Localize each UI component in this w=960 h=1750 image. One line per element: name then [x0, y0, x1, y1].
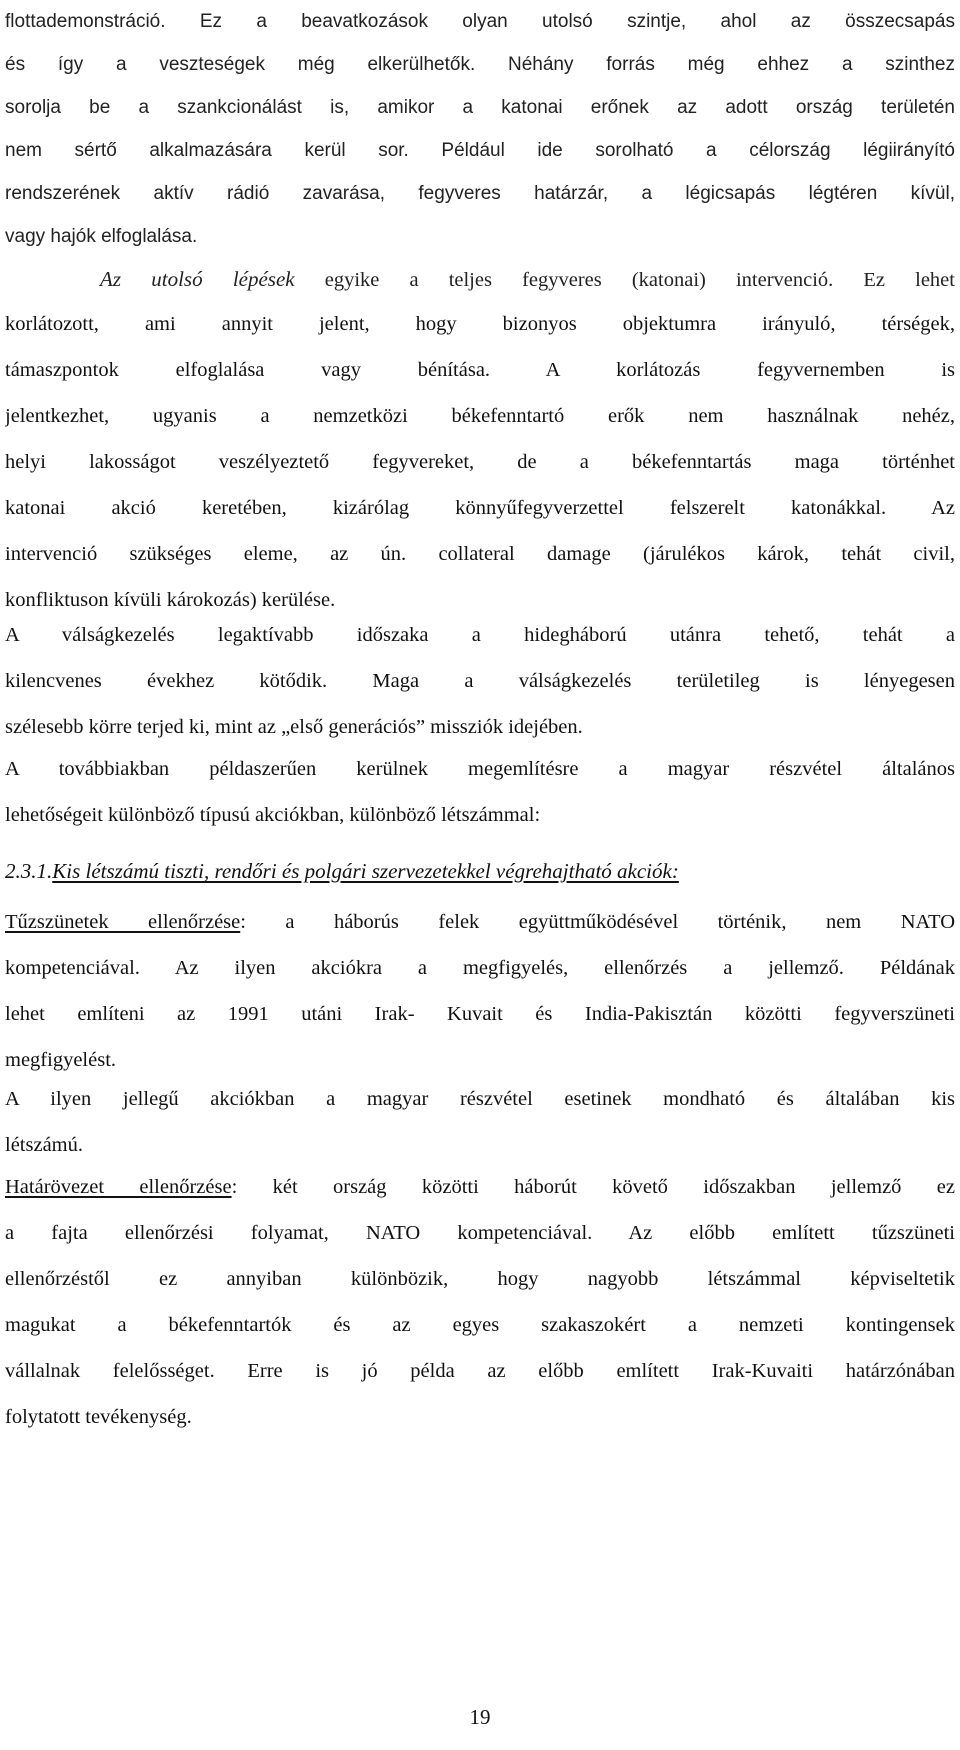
paragraph-crisis-management: [5, 612, 955, 750]
text-line: sorolja be a szankcionálást is, amikor a katonai erőnek az adott ország területén: [5, 97, 955, 118]
text-line: konfliktuson kívüli károkozás) kerülése.: [5, 589, 336, 611]
text-line: intervenció szükséges eleme, az ún. collateral damage (járulékos károk, tehát civil,: [5, 543, 955, 565]
text-line: kompetenciával. Az ilyen akciókra a megfigyelés, ellenőrzés a jellemző. Példának: [5, 957, 955, 979]
text-line: ellenőrzéstől ez annyiban különbözik, hogy nagyobb létszámmal képviseltetik: [5, 1268, 955, 1290]
text-span: : a háborús felek együttműködésével történik, nem NATO: [240, 911, 955, 933]
text-line: a fajta ellenőrzési folyamat, NATO kompetenciával. Az előbb említett tűzszüneti: [5, 1222, 955, 1244]
text-span: : két ország közötti háborút követő időszakban jellemző ez: [231, 1176, 955, 1198]
text-line: magukat a békefenntartók és az egyes szakaszokért a nemzeti kontingensek: [5, 1314, 955, 1336]
text-line: [5, 899, 955, 945]
text-line: lehet említeni az 1991 utáni Irak- Kuvait és India-Pakisztán közötti fegyverszüneti: [5, 1003, 955, 1025]
text-span: egyike a teljes fegyveres (katonai) intervenció. Ez lehet: [294, 269, 955, 291]
text-line: létszámú.: [5, 1134, 83, 1156]
text-line: támaszpontok elfoglalása vagy bénítása. A korlátozás fegyvernemben is: [5, 359, 955, 381]
text-line: nem sértő alkalmazására kerül sor. Például ide sorolható a célország légiirányító: [5, 140, 955, 161]
text-line: A továbbiakban példaszerűen kerülnek megemlítésre a magyar részvétel általános: [5, 758, 955, 780]
text-line: korlátozott, ami annyit jelent, hogy bizonyos objektumra irányuló, térségek,: [5, 313, 955, 335]
section-title: Kis létszámú tiszti, rendőri és polgári szervezetekkel végrehajtható akciók:: [52, 859, 679, 883]
text-line: megfigyelést.: [5, 1049, 117, 1071]
paragraph-participation-size: [5, 1076, 955, 1168]
text-line: A válságkezelés legaktívabb időszaka a hidegháború utánra tehető, tehát a: [5, 624, 955, 646]
text-line: helyi lakosságot veszélyeztető fegyvereket, de a békefenntartás maga történhet: [5, 451, 955, 473]
text-line: A ilyen jellegű akciókban a magyar részvétel esetinek mondható és általában kis: [5, 1088, 955, 1110]
text-line: kilencvenes évekhez kötődik. Maga a válságkezelés területileg is lényegesen: [5, 670, 955, 692]
emphasis-last-steps: Az utolsó lépések: [100, 267, 295, 291]
text-line: rendszerének aktív rádió zavarása, fegyveres határzár, a légicsapás légtéren kívül,: [5, 183, 955, 204]
text-line: vagy hajók elfoglalása.: [5, 226, 198, 247]
text-line: szélesebb körre terjed ki, mint az „első generációs” missziók idejében.: [5, 716, 583, 738]
text-line: folytatott tevékenység.: [5, 1406, 192, 1428]
text-line: flottademonstráció. Ez a beavatkozások olyan utolsó szintje, ahol az összecsapás: [5, 11, 955, 32]
text-line: [5, 258, 955, 301]
paragraph-intervention: [5, 258, 955, 301]
text-line: lehetőségeit különböző típusú akciókban, különböző létszámmal:: [5, 804, 541, 826]
paragraph-sanctions: [5, 0, 955, 258]
section-number: 2.3.1.: [5, 859, 53, 883]
text-line: [5, 1164, 955, 1210]
term-border-zone-monitoring: Határövezet ellenőrzése: [5, 1176, 232, 1198]
paragraph-border-zone: [5, 1164, 955, 1440]
page-number: 19: [469, 1705, 491, 1729]
paragraph-intervention-body: [5, 301, 955, 623]
text-line: jelentkezhet, ugyanis a nemzetközi békefenntartó erők nem használnak nehéz,: [5, 405, 955, 427]
paragraph-ceasefire: [5, 899, 955, 1083]
term-ceasefire-monitoring: Tűzszünetek ellenőrzése: [5, 911, 241, 933]
section-heading: [5, 856, 955, 886]
text-line: vállalnak felelősséget. Erre is jó példa az előbb említett Irak-Kuvaiti határzónában: [5, 1360, 955, 1382]
text-line: katonai akció keretében, kizárólag könnyűfegyverzettel felszerelt katonákkal. Az: [5, 497, 955, 519]
paragraph-hungarian-participation: [5, 746, 955, 838]
text-line: és így a veszteségek még elkerülhetők. Néhány forrás még ehhez a szinthez: [5, 54, 955, 75]
